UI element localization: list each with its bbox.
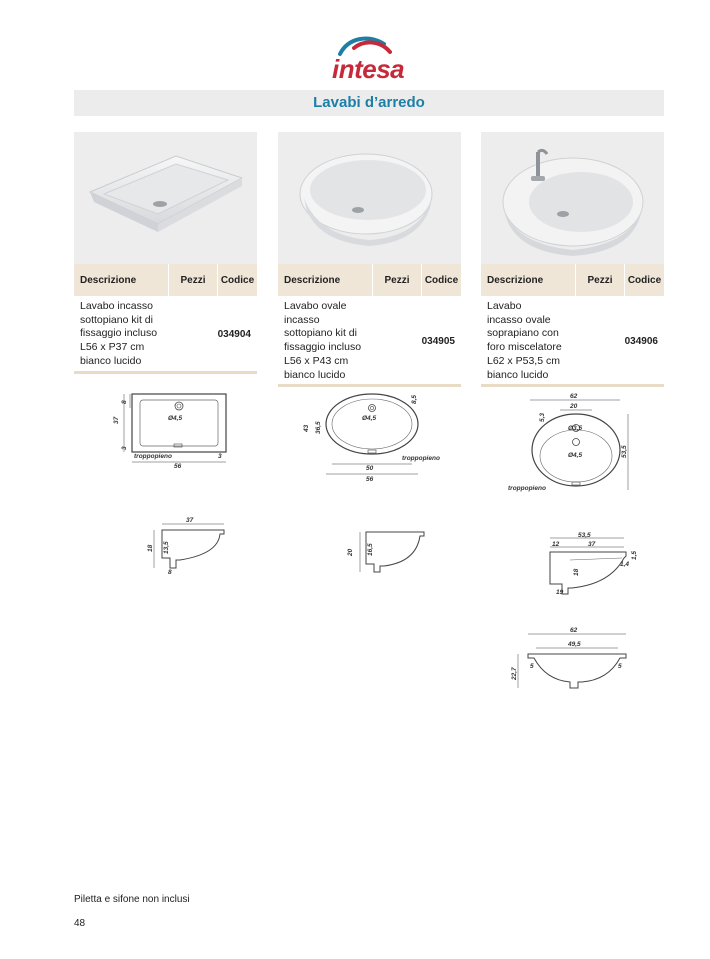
product-card-3	[481, 132, 664, 387]
header-description: Descrizione	[481, 264, 576, 296]
header-code: Codice	[424, 274, 459, 286]
product-description: Lavabo ovale incasso sottopiano kit di fissaggio incluso L56 x P43 cm bianco lucido	[284, 300, 362, 381]
dim-20: 20	[347, 548, 354, 556]
dim-53-5: 53,5	[621, 445, 628, 458]
header-description: Descrizione	[74, 264, 169, 296]
dim-19: 19	[556, 589, 564, 596]
table-row	[481, 296, 664, 387]
page-title: Lavabi d’arredo	[313, 94, 425, 111]
header-code: Codice	[220, 274, 255, 286]
drawing-2-top-view	[298, 390, 442, 486]
dim-hole: Ø4,5	[168, 415, 183, 422]
drawing-3-top-view	[506, 390, 632, 494]
dim-62: 62	[570, 627, 578, 634]
dim-43: 43	[303, 424, 310, 432]
dim-12: 12	[552, 541, 560, 548]
product-description: Lavabo incasso ovale soprapiano con foro miscelatore L62 x P53,5 cm bianco lucido	[487, 300, 562, 381]
dim-37: 37	[113, 416, 120, 424]
dim-5-3: 5,3	[539, 412, 546, 422]
dim-37: 37	[186, 517, 194, 524]
dim-5-left: 5	[530, 663, 534, 670]
table-header	[481, 264, 664, 296]
dim-20: 20	[570, 403, 578, 410]
product-code: 034904	[217, 329, 251, 341]
logo-wordmark: intesa	[332, 54, 405, 84]
dim-49-5: 49,5	[568, 641, 581, 648]
footnote: Piletta e sifone non inclusi	[74, 894, 190, 905]
dim-5-right: 5	[618, 663, 622, 670]
dim-3-right: 3	[218, 453, 222, 460]
table-row	[74, 296, 257, 374]
dim-hole: Ø4,5	[362, 415, 377, 422]
overflow-label: troppopieno	[508, 485, 546, 492]
drawing-1-side-view	[140, 514, 230, 576]
dim-1-4: 1,4	[620, 561, 630, 568]
product-photo-3	[481, 132, 664, 264]
dim-36-5: 36,5	[315, 421, 322, 434]
overflow-label: troppopieno	[402, 455, 440, 462]
dim-1-5: 1,5	[631, 550, 638, 560]
drawing-3-side-view	[540, 530, 640, 598]
header-pieces: Pezzi	[373, 264, 422, 296]
dim-18: 18	[573, 568, 580, 576]
dim-62: 62	[570, 393, 578, 400]
product-code: 034906	[624, 336, 658, 348]
dim-56: 56	[366, 476, 374, 483]
dim-3: 3	[121, 446, 128, 450]
dim-hole-2: Ø4,5	[568, 452, 583, 459]
dim-18: 18	[147, 544, 154, 552]
title-band	[74, 90, 664, 116]
dim-50: 50	[366, 465, 374, 472]
dim-8: 8	[168, 569, 172, 576]
dim-13-5: 13,5	[163, 541, 170, 554]
product-photo-1	[74, 132, 257, 264]
drawing-2-side-view	[340, 524, 430, 576]
page-number: 48	[74, 918, 86, 929]
product-code: 034905	[421, 336, 455, 348]
dim-56: 56	[174, 463, 182, 470]
dim-8-5: 8,5	[411, 394, 418, 404]
dim-8: 8	[121, 400, 128, 404]
table-header	[74, 264, 257, 296]
brand-logo	[318, 32, 418, 84]
header-description: Descrizione	[278, 264, 373, 296]
product-card-2	[278, 132, 461, 387]
dim-hole-1: Ø3,5	[568, 425, 583, 432]
dim-53-5: 53,5	[578, 532, 591, 539]
header-pieces: Pezzi	[169, 264, 218, 296]
overflow-label: troppopieno	[134, 453, 172, 460]
product-card-1	[74, 132, 257, 374]
dim-16-5: 16,5	[367, 543, 374, 556]
header-code: Codice	[627, 274, 662, 286]
drawing-1-top-view	[110, 388, 240, 470]
product-description: Lavabo incasso sottopiano kit di fissaggio incluso L56 x P37 cm bianco lucido	[80, 300, 158, 367]
product-photo-2	[278, 132, 461, 264]
dim-37: 37	[588, 541, 596, 548]
dim-22-7: 22,7	[511, 667, 518, 680]
header-pieces: Pezzi	[576, 264, 625, 296]
table-header	[278, 264, 461, 296]
drawing-3-front-view	[508, 624, 634, 690]
table-row	[278, 296, 461, 387]
